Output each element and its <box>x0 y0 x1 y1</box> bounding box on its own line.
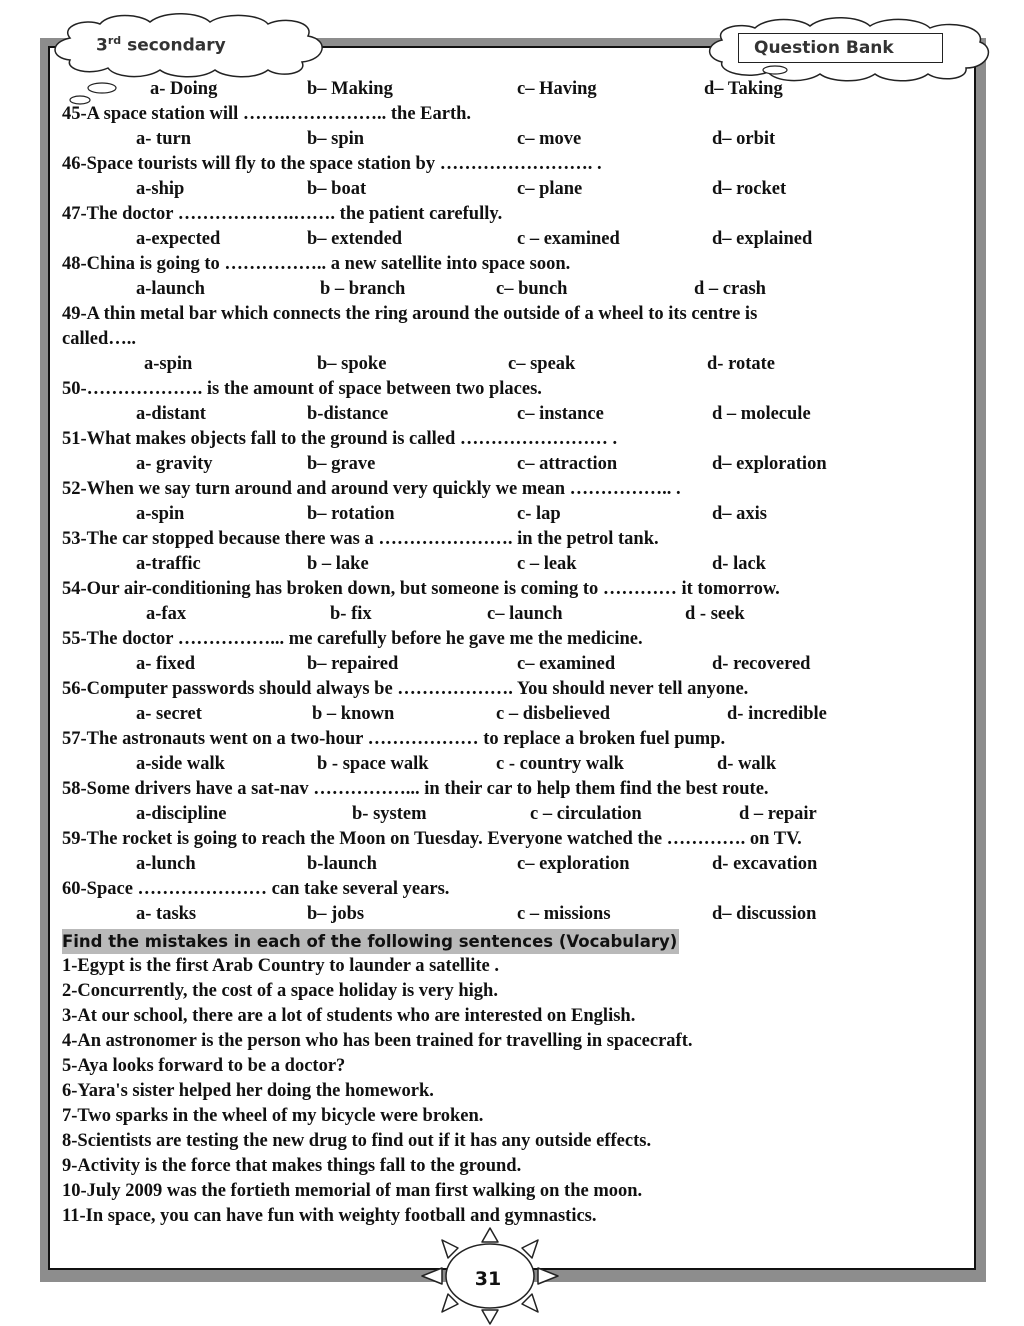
question-stem: 58-Some drivers have a sat-nav ……………... in their car to help them find the best route. <box>62 779 769 799</box>
option-c: c– Having <box>517 79 597 99</box>
option-a: a-spin <box>136 504 185 524</box>
option-a: a-expected <box>136 229 221 249</box>
option-d: d- recovered <box>712 654 811 674</box>
mistake-sentence: 5-Aya looks forward to be a doctor? <box>62 1056 346 1076</box>
book-label: Question Bank <box>754 38 894 58</box>
option-a: a-distant <box>136 404 206 424</box>
mistake-sentence: 10-July 2009 was the fortieth memorial of man first walking on the moon. <box>62 1181 643 1201</box>
mistake-sentence: 4-An astronomer is the person who has been trained for travelling in spacecraft. <box>62 1031 693 1051</box>
question-stem: 55-The doctor ……………... me carefully before he gave me the medicine. <box>62 629 643 649</box>
question-stem-continued: called….. <box>62 329 136 349</box>
question-stem: 46-Space tourists will fly to the space station by ……………………. . <box>62 154 602 174</box>
option-c: c- lap <box>517 504 561 524</box>
mistake-sentence: 6-Yara's sister helped her doing the homework. <box>62 1081 434 1101</box>
option-a: a- turn <box>136 129 191 149</box>
options-row <box>62 802 962 827</box>
option-d: d– rocket <box>712 179 787 199</box>
option-d: d- incredible <box>727 704 827 724</box>
options-row <box>62 702 962 727</box>
mistake-sentence: 7-Two sparks in the wheel of my bicycle were broken. <box>62 1106 484 1126</box>
option-b: b – branch <box>320 279 406 299</box>
option-d: d - seek <box>685 604 745 624</box>
option-c: c– examined <box>517 654 616 674</box>
option-a: a-fax <box>146 604 187 624</box>
option-c: c– attraction <box>517 454 618 474</box>
question-stem: 52-When we say turn around and around very quickly we mean …………….. . <box>62 479 681 499</box>
option-c: c– launch <box>487 604 563 624</box>
option-a: a- Doing <box>150 79 218 99</box>
mistake-sentence: 9-Activity is the force that makes things fall to the ground. <box>62 1156 522 1176</box>
options-row <box>62 402 962 427</box>
question-stem: 59-The rocket is going to reach the Moon on Tuesday. Everyone watched the …………. on TV. <box>62 829 802 849</box>
question-stem: 57-The astronauts went on a two-hour ……………… to replace a broken fuel pump. <box>62 729 726 749</box>
page-number: 31 <box>474 1268 502 1290</box>
question-stem: 45-A space station will …….…………….. the Earth. <box>62 104 472 124</box>
option-d: d– Taking <box>704 79 783 99</box>
option-a: a- gravity <box>136 454 213 474</box>
option-c: c– move <box>517 129 582 149</box>
option-b: b – known <box>312 704 395 724</box>
option-b: b– jobs <box>307 904 365 924</box>
option-d: d- rotate <box>707 354 775 374</box>
option-b: b- fix <box>330 604 372 624</box>
options-row <box>62 602 962 627</box>
option-c: c– speak <box>508 354 576 374</box>
option-b: b– spin <box>307 129 365 149</box>
option-c: c– plane <box>517 179 583 199</box>
question-stem: 56-Computer passwords should always be ………………. You should never tell anyone. <box>62 679 749 699</box>
option-b: b– spoke <box>317 354 387 374</box>
option-a: a-lunch <box>136 854 196 874</box>
mistake-sentence: 1-Egypt is the first Arab Country to launder a satellite . <box>62 956 499 976</box>
mistake-sentence: 8-Scientists are testing the new drug to find out if it has any outside effects. <box>62 1131 652 1151</box>
options-row <box>62 652 962 677</box>
option-c: c – missions <box>517 904 611 924</box>
option-c: c– instance <box>517 404 604 424</box>
options-row <box>62 852 962 877</box>
option-d: d- lack <box>712 554 766 574</box>
options-row <box>62 177 962 202</box>
option-c: c - country walk <box>496 754 624 774</box>
options-row <box>62 77 962 102</box>
options-row <box>62 352 962 377</box>
question-stem: 48-China is going to …………….. a new satellite into space soon. <box>62 254 571 274</box>
option-c: c– exploration <box>517 854 630 874</box>
option-b: b– Making <box>307 79 393 99</box>
option-d: d – repair <box>739 804 817 824</box>
mistake-sentence: 11-In space, you can have fun with weighty football and gymnastics. <box>62 1206 597 1226</box>
options-row <box>62 127 962 152</box>
option-a: a- tasks <box>136 904 197 924</box>
option-b: b– grave <box>307 454 376 474</box>
option-d: d– explained <box>712 229 813 249</box>
options-row <box>62 277 962 302</box>
option-b: b - space walk <box>317 754 429 774</box>
worksheet-content <box>62 77 962 1229</box>
options-row <box>62 452 962 477</box>
option-b: b– repaired <box>307 654 399 674</box>
question-stem: 53-The car stopped because there was a …………………. in the petrol tank. <box>62 529 659 549</box>
option-b: b- system <box>352 804 427 824</box>
mistake-sentence: 2-Concurrently, the cost of a space holiday is very high. <box>62 981 498 1001</box>
question-stem: 54-Our air-conditioning has broken down, but someone is coming to ………… it tomorrow. <box>62 579 780 599</box>
option-d: d– discussion <box>712 904 817 924</box>
option-a: a-traffic <box>136 554 201 574</box>
question-stem: 49-A thin metal bar which connects the ring around the outside of a wheel to its centre is <box>62 304 758 324</box>
option-c: c – circulation <box>530 804 642 824</box>
question-stem: 47-The doctor ……………….……. the patient carefully. <box>62 204 503 224</box>
options-row <box>62 227 962 252</box>
option-b: b-launch <box>307 854 377 874</box>
option-a: a-spin <box>144 354 193 374</box>
option-d: d- excavation <box>712 854 818 874</box>
options-row <box>62 902 962 927</box>
option-b: b– extended <box>307 229 403 249</box>
question-stem: 50-………………. is the amount of space between two places. <box>62 379 542 399</box>
option-b: b– rotation <box>307 504 395 524</box>
option-c: c – examined <box>517 229 620 249</box>
option-b: b– boat <box>307 179 367 199</box>
options-row <box>62 552 962 577</box>
option-c: c – leak <box>517 554 577 574</box>
section-heading: Find the mistakes in each of the following sentences (Vocabulary) <box>62 929 679 954</box>
question-stem: 60-Space ………………… can take several years. <box>62 879 450 899</box>
option-d: d – molecule <box>712 404 811 424</box>
question-stem: 51-What makes objects fall to the ground is called …………………… . <box>62 429 618 449</box>
option-c: c– bunch <box>496 279 568 299</box>
mistake-sentence: 3-At our school, there are a lot of students who are interested on English. <box>62 1006 636 1026</box>
options-row <box>62 752 962 777</box>
options-row <box>62 502 962 527</box>
option-b: b – lake <box>307 554 369 574</box>
option-a: a- fixed <box>136 654 196 674</box>
option-a: a-ship <box>136 179 185 199</box>
option-a: a-discipline <box>136 804 227 824</box>
option-d: d– orbit <box>712 129 776 149</box>
option-a: a- secret <box>136 704 202 724</box>
option-d: d – crash <box>694 279 766 299</box>
option-a: a-launch <box>136 279 205 299</box>
option-a: a-side walk <box>136 754 225 774</box>
level-label: 3rd secondary <box>96 34 226 56</box>
option-d: d- walk <box>717 754 777 774</box>
option-d: d– exploration <box>712 454 827 474</box>
option-d: d– axis <box>712 504 768 524</box>
option-c: c – disbelieved <box>496 704 611 724</box>
option-b: b-distance <box>307 404 389 424</box>
